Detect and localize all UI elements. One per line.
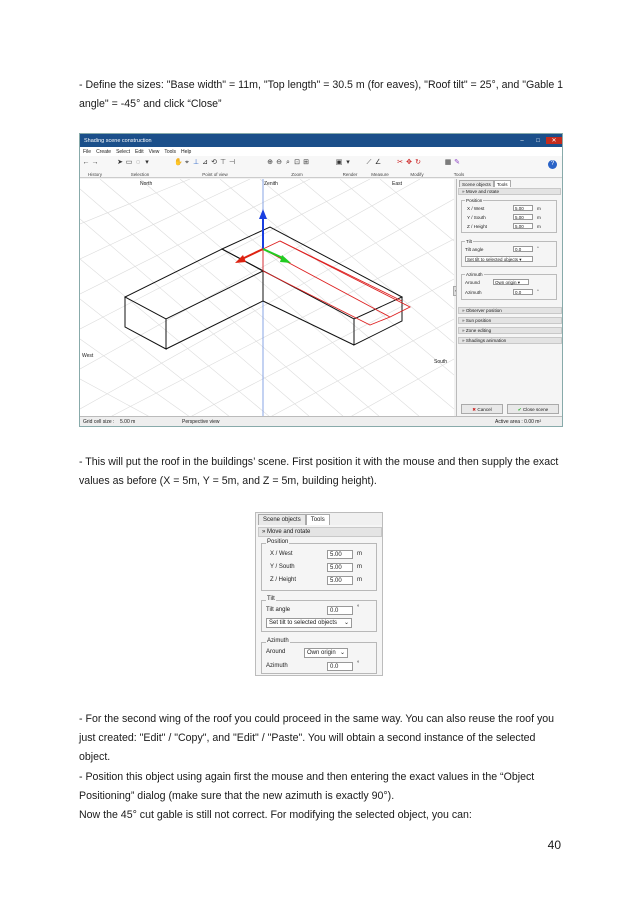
y-south-label: Y / South — [467, 215, 486, 220]
toolbar-label-selection: Selection — [130, 172, 150, 177]
zoom-tilt-mode-select[interactable] — [266, 618, 352, 628]
x-west-input[interactable]: 5.00 — [513, 205, 533, 211]
section-move-rotate-label: Move and rotate — [465, 189, 500, 194]
zoom-tilt-angle-input[interactable]: 0.0 — [327, 606, 353, 615]
zoom-tilt-degree-unit: ° — [357, 605, 360, 611]
around-label: Around — [465, 280, 480, 285]
window-title: Shading scene construction — [84, 137, 152, 144]
redo-icon[interactable]: → — [91, 159, 99, 166]
zoom-around-value: Own origin — [307, 650, 336, 656]
north-label: North — [140, 181, 153, 187]
zoom-section-move-rotate-label: Move and rotate — [267, 529, 311, 535]
zoom-all-icon[interactable]: ⊞ — [303, 159, 309, 166]
active-area-status: Active area : 0.00 m² — [495, 418, 542, 425]
zoom-azimuth-group-label: Azimuth — [267, 638, 289, 644]
zoom-y-south-label: Y / South — [270, 564, 295, 570]
view-mode-status: Perspective view — [182, 418, 220, 425]
help-icon[interactable]: ? — [548, 160, 557, 169]
menu-file[interactable]: File — [83, 148, 92, 155]
page-number: 40 — [547, 838, 561, 852]
render-mode-icon[interactable]: ▾ — [346, 159, 350, 166]
zoom-x-west-input[interactable]: 5.00 — [327, 550, 353, 559]
zoom-z-height-input[interactable]: 5.00 — [327, 576, 353, 585]
undo-icon[interactable]: ← — [82, 159, 90, 166]
zoom-y-unit: m — [357, 564, 362, 570]
menu-tools[interactable]: Tools — [164, 148, 177, 155]
grid-size-value: 5.00 m — [120, 418, 136, 425]
toolbar-group-modify — [396, 156, 438, 178]
toolbar-group-render — [335, 156, 365, 178]
toolbar-label-render: Render — [342, 172, 358, 177]
menu-view[interactable]: View — [148, 148, 160, 155]
zoom-y-south-input[interactable]: 5.00 — [327, 563, 353, 572]
tab-scene-objects[interactable]: Scene objects — [459, 180, 494, 187]
pointer-icon[interactable]: ➤ — [117, 159, 123, 166]
section-shadings-animation[interactable]: » Shadings animation — [458, 337, 562, 344]
zoom-x-unit: m — [357, 551, 362, 557]
status-bar — [80, 416, 562, 426]
rotate-icon[interactable]: ↻ — [415, 159, 421, 166]
toolbar-label-tools: Tools — [453, 172, 465, 177]
zoom-tilt-chevron-down-icon: ⌄ — [343, 620, 349, 626]
zoom-tilt-mode-value: Set tilt to selected objects — [269, 620, 338, 626]
tilt-angle-input[interactable]: 0.0 — [513, 246, 533, 252]
grid-tool-icon[interactable]: ▦ — [444, 159, 452, 166]
tilt-mode-select[interactable]: Set tilt to selected objects ▾ — [465, 256, 533, 262]
zoom-tilt-group-label: Tilt — [267, 596, 275, 602]
z-height-label: Z / Height — [467, 224, 487, 229]
section-move-rotate[interactable]: » Move and rotate — [458, 188, 561, 195]
toolbar-group-point-of-view — [174, 156, 256, 178]
zoom-tab-tools[interactable]: Tools — [306, 514, 330, 525]
position-group-label: Position — [466, 198, 483, 203]
zoom-tilt-angle-label: Tilt angle — [266, 607, 291, 613]
close-icon[interactable]: ✕ — [546, 137, 562, 144]
instruction-paragraph-4: - Position this object using again first the mouse and then entering the exact values in the “Object Positioning” dialog (make sure that the new azimuth is exactly 90°). — [79, 771, 535, 802]
zoom-z-height-label: Z / Height — [270, 577, 297, 583]
menu-bar — [80, 147, 562, 156]
section-sun-position[interactable]: » Sun position — [458, 317, 562, 324]
instruction-paragraph-3: - For the second wing of the roof you could proceed in the same way. You can also reuse the roof you just created: "Edit" / "Copy", and "Edit" / "Paste". You will obtain a second instance of the selected object. — [79, 713, 555, 763]
close-scene-button-label: Close scene — [522, 407, 549, 412]
close-scene-button[interactable] — [507, 404, 559, 414]
azimuth-input[interactable]: 0.0 — [513, 289, 533, 295]
toolbar-label-point-of-view: Point of view — [202, 172, 228, 177]
measure-angle-icon[interactable]: ∠ — [374, 159, 382, 166]
render-icon[interactable]: ▣ — [335, 159, 343, 166]
menu-edit[interactable]: Edit — [134, 148, 144, 155]
zoom-section-move-rotate[interactable]: » Move and rotate — [258, 527, 382, 537]
z-unit: m — [537, 224, 541, 229]
east-label: East — [392, 181, 403, 187]
toolbar — [80, 156, 562, 178]
zoom-x-west-label: X / West — [270, 551, 293, 557]
toolbar-group-zoom — [266, 156, 328, 178]
south-label: South — [434, 359, 448, 365]
scene-drawing — [80, 179, 454, 417]
tilt-group-label: Tilt — [466, 239, 472, 244]
menu-create[interactable]: Create — [96, 148, 112, 155]
zoom-z-unit: m — [357, 577, 362, 583]
hand-icon[interactable]: ✋ — [174, 159, 183, 166]
scene-viewport[interactable] — [80, 179, 454, 417]
zoom-around-label: Around — [266, 649, 286, 655]
cancel-button-label: Cancel — [477, 407, 492, 412]
tilt-mode-value: Set tilt to selected objects — [467, 257, 519, 262]
lasso-icon[interactable]: ◌ — [135, 159, 141, 166]
top-view-icon[interactable]: ⊤ — [219, 159, 227, 166]
zoom-in-icon[interactable]: ⊕ — [267, 159, 273, 166]
section-shadings-label: Shadings animation — [465, 338, 507, 343]
west-label: West — [82, 353, 94, 359]
section-observer-label: Observer position — [465, 308, 502, 313]
toolbar-label-zoom: Zoom — [291, 172, 303, 177]
instruction-paragraph-5: Now the 45° cut gable is still not correct. For modifying the selected object, you can: — [79, 809, 472, 821]
zoom-around-select[interactable] — [304, 648, 348, 658]
toolbar-label-history: History — [87, 172, 102, 177]
measure-distance-icon[interactable]: ⟋ — [366, 159, 372, 166]
tab-tools[interactable]: Tools — [494, 180, 511, 187]
toolbar-group-history — [82, 156, 108, 178]
tools-panel — [456, 179, 562, 417]
azimuth-degree-unit: ° — [537, 289, 539, 294]
zoom-azimuth-group — [261, 638, 377, 674]
x-unit: m — [537, 206, 541, 211]
zoomed-tools-panel — [255, 512, 383, 676]
zoom-fit-icon[interactable]: ⊡ — [294, 159, 300, 166]
minimize-icon[interactable]: – — [520, 137, 524, 144]
toolbar-label-modify: Modify — [410, 172, 424, 177]
toolbar-group-measure — [365, 156, 395, 178]
zoom-azimuth-degree-unit: ° — [357, 661, 360, 667]
instruction-paragraph-2: - This will put the roof in the buildings’ scene. First position it with the mouse and then supply the exact values as before (X = 5m, Y = 5m, and Z = 5m, building height). — [79, 456, 559, 487]
around-select[interactable]: Own origin ▾ — [493, 279, 529, 285]
zoom-window-icon[interactable]: ⌕ — [286, 159, 290, 166]
toolbar-group-selection — [116, 156, 164, 178]
zoom-azimuth-label: Azimuth — [266, 663, 288, 669]
cancel-icon: ✖ — [472, 407, 477, 412]
tilt-angle-label: Tilt angle — [465, 247, 484, 252]
around-value: Own origin — [495, 280, 517, 285]
grid-size-label: Grid cell size : — [83, 418, 115, 425]
zoom-position-group-label: Position — [267, 539, 289, 545]
cancel-button[interactable] — [461, 404, 503, 414]
section-observer-position[interactable]: » Observer position — [458, 307, 562, 314]
title-bar — [80, 134, 562, 147]
select-more-icon[interactable]: ▾ — [145, 159, 149, 166]
zoom-around-chevron-down-icon: ⌄ — [339, 650, 345, 656]
toolbar-label-measure: Measure — [371, 172, 389, 177]
y-south-input[interactable]: 5.00 — [513, 214, 533, 220]
zoom-azimuth-input[interactable]: 0.0 — [327, 662, 353, 671]
iso-view-icon[interactable]: ⊿ — [202, 159, 208, 166]
azimuth-group — [461, 274, 557, 300]
move-icon[interactable]: ✥ — [406, 159, 412, 166]
paint-tool-icon[interactable]: ✎ — [454, 159, 460, 166]
toolbar-group-tools — [444, 156, 474, 178]
azimuth-group-label: Azimuth — [466, 272, 483, 277]
select-box-icon[interactable]: ▭ — [125, 159, 133, 166]
y-unit: m — [537, 215, 541, 220]
azimuth-label: Azimuth — [465, 290, 482, 295]
zenith-label: Zenith — [264, 181, 278, 187]
shading-scene-window — [79, 133, 563, 427]
tilt-degree-unit: ° — [537, 246, 539, 251]
menu-help[interactable]: Help — [181, 148, 192, 155]
axis-view-icon[interactable]: ⊥ — [192, 159, 200, 166]
rotate-view-icon[interactable]: ⟲ — [211, 159, 217, 166]
menu-select[interactable]: Select — [116, 148, 130, 155]
check-icon: ✔ — [517, 407, 522, 412]
instruction-paragraph-1: - Define the sizes: "Base width" = 11m, "Top length" = 30.5 m (for eaves), "Roof tilt" = 25°, and "Gable 1 angle" = -45° and click “Close” — [79, 79, 564, 110]
x-west-label: X / West — [467, 206, 485, 211]
section-sun-label: Sun position — [465, 318, 492, 323]
section-zone-editing[interactable]: » Zone editing — [458, 327, 562, 334]
zoom-tab-scene-objects[interactable]: Scene objects — [258, 514, 306, 525]
section-zone-label: Zone editing — [465, 328, 492, 333]
modify-icon[interactable]: ✂ — [397, 159, 403, 166]
z-height-input[interactable]: 5.00 — [513, 223, 533, 229]
zoom-out-icon[interactable]: ⊖ — [276, 159, 282, 166]
maximize-icon[interactable]: □ — [536, 137, 540, 144]
side-view-icon[interactable]: ⊣ — [228, 159, 236, 166]
tilt-group — [461, 241, 557, 267]
view-icon[interactable]: ⌖ — [185, 159, 189, 166]
